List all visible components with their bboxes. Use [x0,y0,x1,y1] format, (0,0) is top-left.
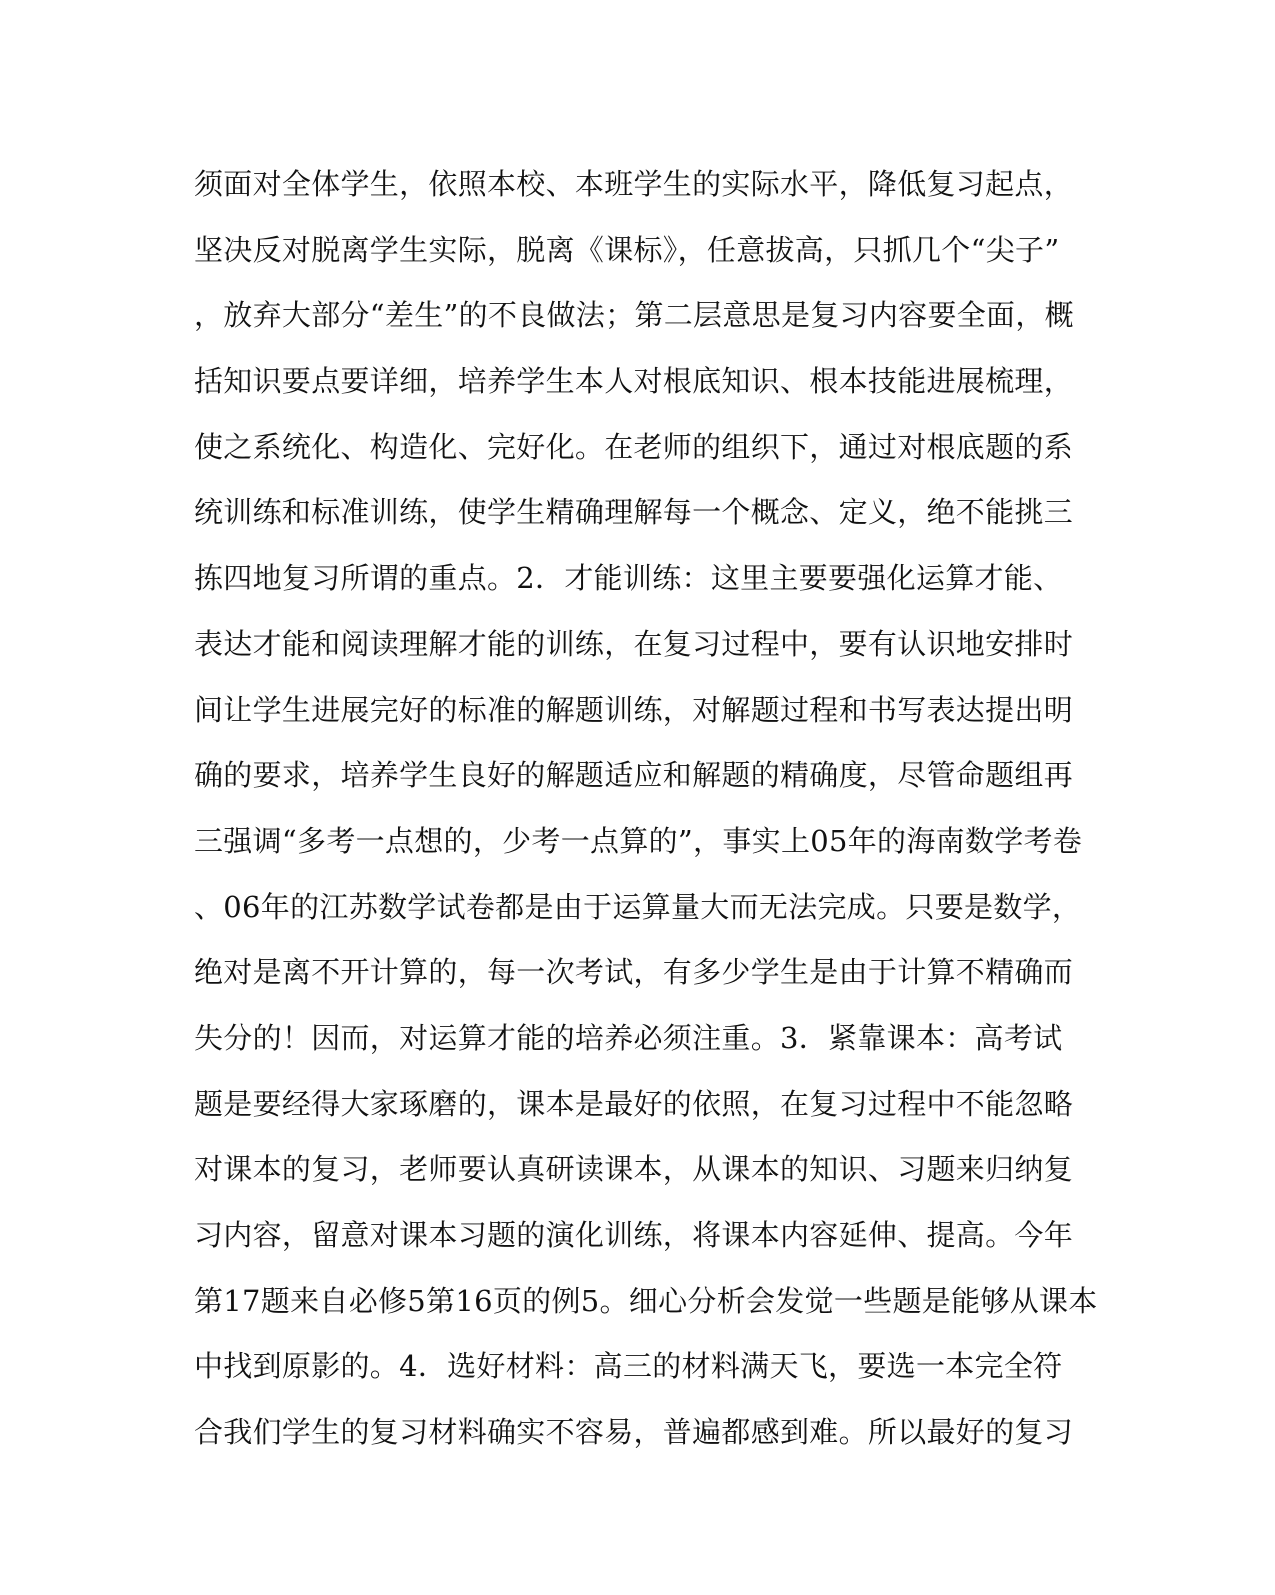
text-line: 拣四地复习所谓的重点。2．才能训练：这里主要要强化运算才能、 [194,561,1063,596]
text-line: 习内容，留意对课本习题的演化训练，将课本内容延伸、提高。今年 [194,1218,1074,1252]
text-line: 第17题来自必修5第16页的例5。细心分析会发觉一些题是能够从课本 [194,1283,1098,1318]
text-line: 括知识要点要详细，培养学生本人对根底知识、根本技能进展梳理， [194,364,1074,399]
text-line: 失分的！因而，对运算才能的培养必须注重。3．紧靠课本：高考试 [194,1020,1063,1055]
text-line: 确的要求，培养学生良好的解题适应和解题的精确度，尽管命题组再 [194,758,1074,793]
text-line: 、06年的江苏数学试卷都是由于运算量大而无法完成。只要是数学， [194,889,1082,924]
text-line: 合我们学生的复习材料确实不容易，普遍都感到难。所以最好的复习 [194,1415,1074,1450]
text-line: 表达才能和阅读理解才能的训练，在复习过程中，要有认识地安排时 [194,626,1074,661]
text-line: 对课本的复习，老师要认真研读课本，从课本的知识、习题来归纳复 [194,1152,1074,1187]
text-line: 须面对全体学生，依照本校、本班学生的实际水平，降低复习起点， [194,167,1074,201]
text-line: 间让学生进展完好的标准的解题训练，对解题过程和书写表达提出明 [194,692,1074,727]
text-line: 中找到原影的。4．选好材料：高三的材料满天飞，要选一本完全符 [194,1349,1063,1384]
body-text [194,152,1098,1466]
text-line: 三强调“多考一点想的，少考一点算的”，事实上05年的海南数学考卷 [194,823,1083,858]
text-line: ，放弃大部分“差生”的不良做法；第二层意思是复习内容要全面，概 [194,298,1074,333]
text-line: 题是要经得大家琢磨的，课本是最好的依照，在复习过程中不能忽略 [194,1086,1074,1121]
text-line: 绝对是离不开计算的，每一次考试，有多少学生是由于计算不精确而 [194,955,1074,990]
text-line: 坚决反对脱离学生实际，脱离《课标》，任意拔高，只抓几个“尖子” [194,232,1060,267]
text-line: 统训练和标准训练，使学生精确理解每一个概念、定义，绝不能挑三 [194,495,1074,530]
text-line: 使之系统化、构造化、完好化。在老师的组织下，通过对根底题的系 [194,429,1074,464]
